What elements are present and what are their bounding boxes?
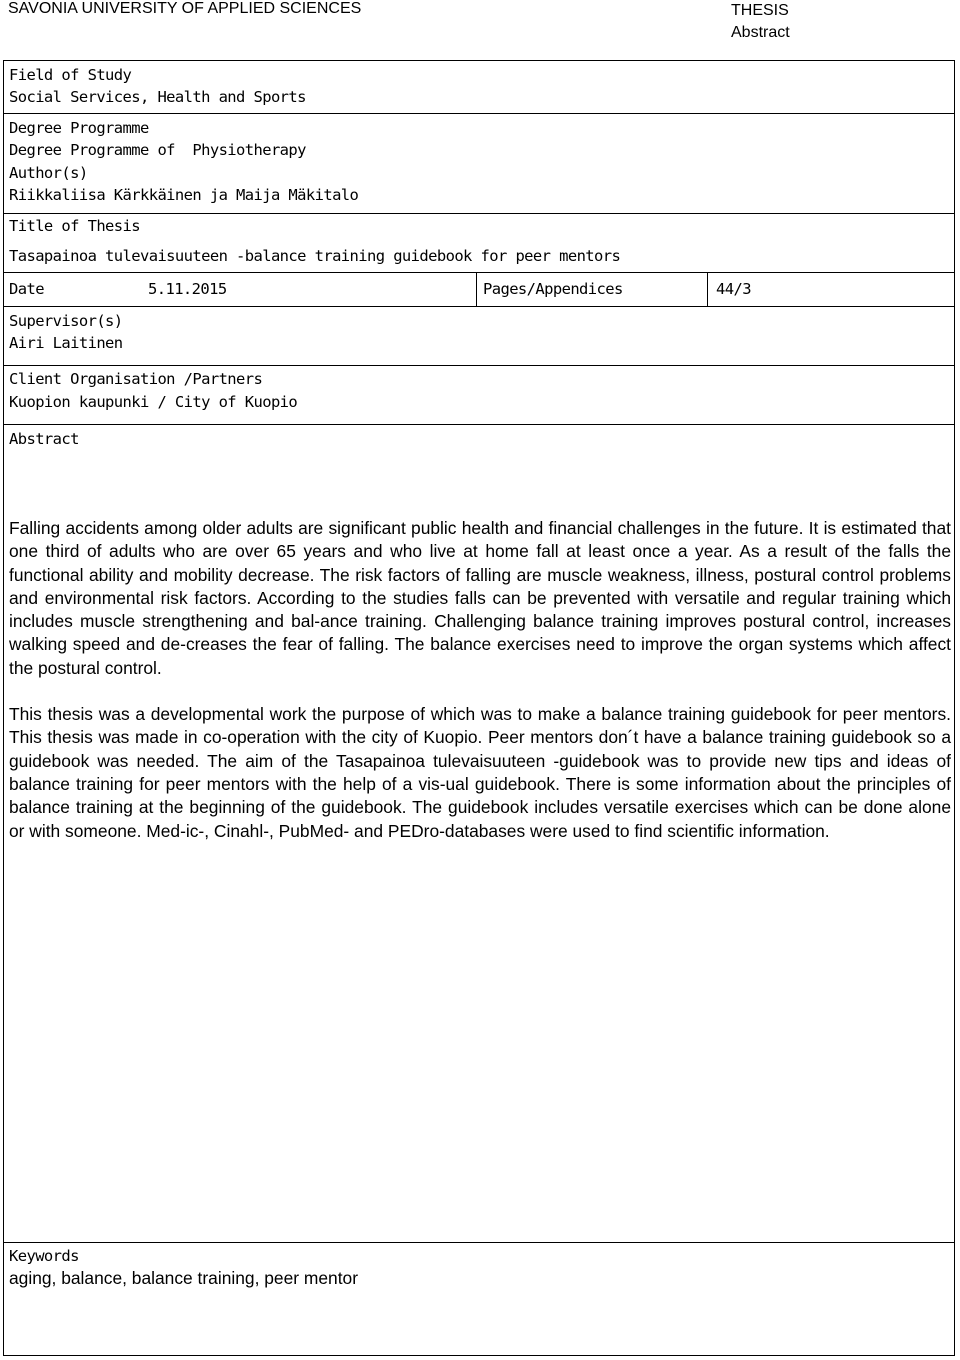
keywords-value: aging, balance, balance training, peer mentor	[9, 1268, 359, 1288]
title-value: Tasapainoa tulevaisuuteen -balance training guidebook for peer mentors	[9, 247, 621, 265]
field-of-study-label: Field of Study	[9, 66, 132, 84]
title-label: Title of Thesis	[9, 217, 140, 235]
authors-label: Author(s)	[9, 164, 88, 182]
abstract-paragraph: Falling accidents among older adults are significant public health and financial challenges in the future. It is estimated that one third of adults who are over 65 years and who live at home fall at least once a year. As a result of the falls the functional ability and mobility decrease. The risk factors of falling are muscle weakness, illness, postural control problems and environmental risk factors. According to the studies falls can be prevented with versatile and regular training which includes muscle strengthening and bal-ance training. Challenging balance training improves postural control, increases walking speed and de-creases the fear of falling. The balance exercises need to improve the organ systems which affect the postural control.	[9, 518, 951, 678]
field-of-study-value: Social Services, Health and Sports	[9, 88, 306, 106]
degree-programme-label: Degree Programme	[9, 119, 149, 137]
row-divider	[3, 306, 955, 307]
supervisor-label: Supervisor(s)	[9, 312, 123, 330]
column-divider	[476, 272, 477, 306]
pages-value: 44/3	[716, 280, 751, 298]
doc-subtype-label: Abstract	[731, 24, 790, 41]
date-value: 5.11.2015	[148, 280, 227, 298]
abstract-paragraph: This thesis was a developmental work the purpose of which was to make a balance training guidebook for peer mentors. This thesis was made in co-operation with the city of Kuopio. Peer mentors don´t have a balance training guidebook so a guidebook was needed. The aim of the Tasapainoa tulevaisuuteen -guidebook was to provide new tips and ideas of balance training for peer mentors with the help of a vis-ual guidebook. There is some information about the principles of balance training at the beginning of the guidebook. The guidebook includes versatile exercises which can be done alone or with someone. Med-ic-, Cinahl-, PubMed- and PEDro-databases were used to find scientific information.	[9, 704, 951, 841]
pages-label: Pages/Appendices	[483, 280, 623, 298]
doc-type-label: THESIS	[731, 2, 789, 19]
row-divider	[3, 113, 955, 114]
supervisor-value: Airi Laitinen	[9, 334, 123, 352]
document-type	[731, 0, 790, 44]
row-divider	[3, 213, 955, 214]
row-divider	[3, 1242, 955, 1243]
keywords-label: Keywords	[9, 1247, 79, 1265]
date-label: Date	[9, 280, 44, 298]
client-value: Kuopion kaupunki / City of Kuopio	[9, 393, 298, 411]
row-divider	[3, 424, 955, 425]
client-label: Client Organisation /Partners	[9, 370, 263, 388]
university-name: SAVONIA UNIVERSITY OF APPLIED SCIENCES	[8, 0, 362, 17]
column-divider	[707, 272, 708, 306]
degree-programme-value: Degree Programme of Physiotherapy	[9, 141, 306, 159]
authors-value: Riikkaliisa Kärkkäinen ja Maija Mäkitalo	[9, 186, 359, 204]
abstract-body	[9, 517, 951, 843]
abstract-label: Abstract	[9, 430, 79, 448]
row-divider	[3, 272, 955, 273]
row-divider	[3, 365, 955, 366]
